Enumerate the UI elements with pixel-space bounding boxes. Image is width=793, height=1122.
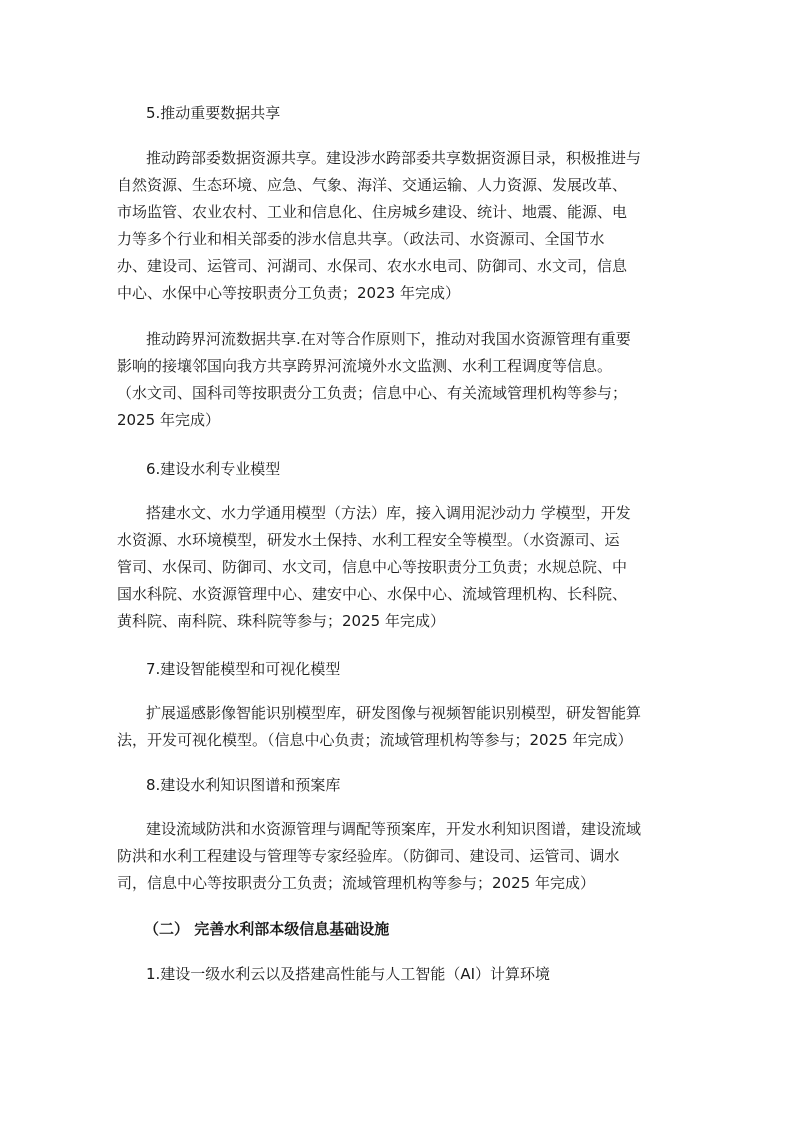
text-line: 搭建水文、水力学通用模型（方法）库，接入调用泥沙动力 学模型，开发 [146, 504, 631, 522]
text-line: 2025 年完成） [117, 411, 220, 429]
text-line: 水资源、水环境模型，研发水土保持、水利工程安全等模型。（水资源司、运 [117, 531, 620, 549]
section-heading-7: 7.建设智能模型和可视化模型 [146, 660, 341, 678]
text-line: 中心、水保中心等按职责分工负责；2023 年完成） [117, 284, 460, 302]
text-line: 黄科院、南科院、珠科院等参与；2025 年完成） [117, 612, 445, 630]
section-heading-6: 6.建设水利专业模型 [146, 460, 281, 478]
section-heading-8: 8.建设水利知识图谱和预案库 [146, 776, 341, 794]
text-line: 力等多个行业和相关部委的涉水信息共享。（政法司、水资源司、全国节水 [117, 230, 605, 248]
text-line: 建设流域防洪和水资源管理与调配等预案库，开发水利知识图谱，建设流域 [146, 820, 642, 838]
paragraph-professional-models [117, 500, 682, 635]
text-line: 司，信息中心等按职责分工负责；流域管理机构等参与；2025 年完成） [117, 874, 595, 892]
paragraph-knowledge-graph [117, 816, 682, 897]
text-line: 自然资源、生态环境、应急、气象、海洋、交通运输、人力资源、发展改革、 [117, 176, 628, 194]
text-line: 国水科院、水资源管理中心、建安中心、水保中心、流域管理机构、长科院、 [117, 585, 628, 603]
text-line: 推动跨部委数据资源共享。建设涉水跨部委共享数据资源目录，积极推进与 [146, 149, 642, 167]
subsection-heading: （二） 完善水利部本级信息基础设施 [144, 920, 390, 938]
text-line: 防洪和水利工程建设与管理等专家经验库。（防御司、建设司、运管司、调水 [117, 847, 620, 865]
section-heading-5: 5.推动重要数据共享 [146, 104, 281, 122]
text-line: 管司、水保司、防御司、水文司，信息中心等按职责分工负责；水规总院、中 [117, 558, 628, 576]
text-line: 法，开发可视化模型。（信息中心负责；流域管理机构等参与；2025 年完成） [117, 731, 633, 749]
text-line: 扩展遥感影像智能识别模型库，研发图像与视频智能识别模型，研发智能算 [146, 704, 642, 722]
text-line: 影响的接壤邻国向我方共享跨界河流境外水文监测、水利工程调度等信息。 [117, 357, 613, 375]
text-line: 推动跨界河流数据共享.在对等合作原则下，推动对我国水资源管理有重要 [146, 330, 631, 348]
text-line: 办、建设司、运管司、河湖司、水保司、农水水电司、防御司、水文司，信息 [117, 257, 628, 275]
text-line: （水文司、国科司等按职责分工负责；信息中心、有关流域管理机构等参与； [117, 384, 628, 402]
paragraph-intelligent-models [117, 700, 682, 754]
paragraph-data-sharing-ministries [117, 145, 682, 307]
final-heading: 1.建设一级水利云以及搭建高性能与人工智能（AI）计算环境 [146, 965, 550, 983]
paragraph-cross-border-rivers [117, 326, 682, 434]
text-line: 市场监管、农业农村、工业和信息化、住房城乡建设、统计、地震、能源、电 [117, 203, 628, 221]
